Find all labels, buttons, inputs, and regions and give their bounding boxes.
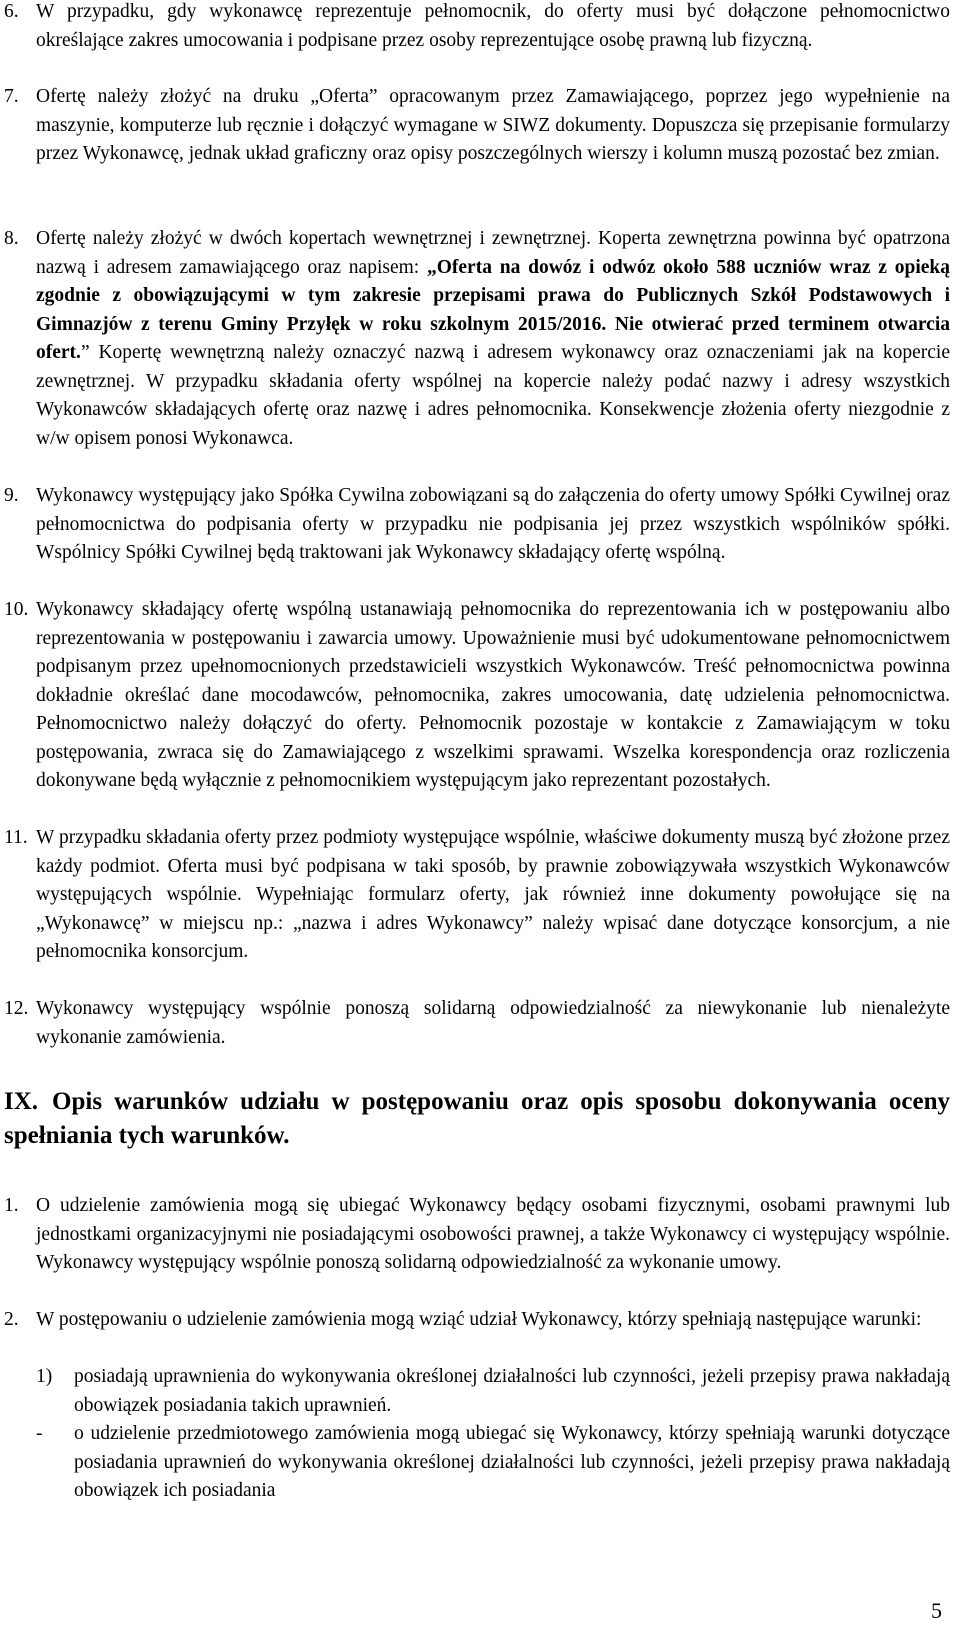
item-text: O udzielenie zamówienia mogą się ubiegać Wykonawcy będący osobami fizycznymi, osobami prawnymi lub jednostkami organizacyjnymi nie posiadającymi osobowości prawnej, a także Wykonawcy ci występujący wspólnie. Wykonawcy występujący wspólnie ponoszą solidarną odpowiedzialność za wykonanie umowy. [36,1195,950,1273]
item-number: 10. [4,599,29,620]
item-number: 1. [4,1195,19,1216]
section-title: Opis warunków udziału w postępowaniu oraz opis sposobu dokonywania oceny spełniania tych warunków. [4,1088,950,1149]
item-text: Ofertę należy złożyć na druku „Oferta” opracowanym przez Zamawiającego, poprzez jego wypełnienie na maszynie, komputerze lub ręcznie i dołączyć wymagane w SIWZ dokumenty. Dopuszcza się przepisanie formularzy przez Wykonawcę, jednak układ graficzny oraz opisy poszczególnych wierszy i kolumn muszą pozostać bez zmian. [36,86,950,164]
item-number: 1) [36,1366,53,1387]
item-text: Wykonawcy składający ofertę wspólną ustanawiają pełnomocnika do reprezentowania ich w postępowaniu albo reprezentowania w postępowaniu i zawarcia umowy. Upoważnienie musi być udokumentowane pełnomocnictwem podpisanym przez upełnomocnionych przedstawicieli wszystkich Wykonawców. Treść pełnomocnictwa powinna dokładnie określać dane mocodawców, pełnomocnika, zakres umocowania, datę udzielenia pełnomocnictwa. Pełnomocnictwo należy dołączyć do oferty. Pełnomocnik pozostaje w kontakcie z Zamawiającym w toku postępowania, zwraca się do Zamawiającego z wszelkimi sprawami. Wszelka korespondencja oraz rozliczenia dokonywane będą wyłącznie z pełnomocnikiem występującym jako reprezentant pozostałych. [36,599,950,791]
item-number: 7. [4,86,19,107]
item-dash: - [36,1423,43,1444]
page-number: 5 [931,1598,942,1623]
item-number: 6. [4,1,19,22]
item-text: W postępowaniu o udzielenie zamówienia mogą wziąć udział Wykonawcy, którzy spełniają następujące warunki: [36,1309,922,1330]
item-text: W przypadku składania oferty przez podmioty występujące wspólnie, właściwe dokumenty muszą być złożone przez każdy podmiot. Oferta musi być podpisana w taki sposób, by prawnie zobowiązywała wszystkich Wykonawców występujących wspólnie. Wypełniając formularz oferty, jak również inne dokumenty powołujące się na „Wykonawcę” w miejscu np.: „nazwa i adres Wykonawcy” należy wpisać dane dotyczące konsorcjum, a nie pełnomocnika konsorcjum. [36,827,950,962]
section-number: IX. [4,1088,39,1115]
item-text: posiadają uprawnienia do wykonywania określonej działalności lub czynności, jeżeli przepisy prawa nakładają obowiązek posiadania takich uprawnień. [74,1366,950,1416]
item-text: o udzielenie przedmiotowego zamówienia mogą ubiegać się Wykonawcy, którzy spełniają warunki dotyczące posiadania uprawnień do wykonywania określonej działalności lub czynności, jeżeli przepisy prawa nakładają obowiązek ich posiadania [74,1423,950,1501]
item-text: Wykonawcy występujący jako Spółka Cywilna zobowiązani są do załączenia do oferty umowy Spółki Cywilnej oraz pełnomocnictwa do podpisania oferty w przypadku nie podpisania jej przez wszystkich wspólników spółki. Wspólnicy Spółki Cywilnej będą traktowani jak Wykonawcy składający ofertę wspólną. [36,485,950,563]
item-text [36,225,950,453]
item-number: 11. [4,827,28,848]
item-text-rest: ” Kopertę wewnętrzną należy oznaczyć nazwą i adresem wykonawcy oraz oznaczeniami jak na kopercie zewnętrznej. W przypadku składania oferty wspólnej na kopercie należy podać nazwy i adresy wszystkich Wykonawców składających ofertę oraz nazwę i adres pełnomocnika. Konsekwencje złożenia oferty niezgodnie z w/w opisem ponosi Wykonawca. [36,342,950,449]
item-text: W przypadku, gdy wykonawcę reprezentuje pełnomocnik, do oferty musi być dołączone pełnomocnictwo określające zakres umocowania i podpisane przez osoby reprezentujące osobę prawną lub fizyczną. [36,1,950,51]
envelope-label-bold: „Oferta na dowóz i odwóz około 588 uczniów wraz z opieką zgodnie z obowiązującymi w tym zakresie przepisami prawa do Publicznych Szkół Podstawowych i Gimnazjów z terenu Gminy Przyłęk w roku szkolnym 2015/2016. Nie otwierać przed terminem otwarcia ofert. [36,256,950,363]
item-number: 9. [4,485,19,506]
section-heading [4,1085,950,1153]
item-text-intro: Ofertę należy złożyć w dwóch kopertach wewnętrznej i zewnętrznej. Koperta zewnętrzna powinna być opatrzona nazwą i adresem zamawiającego oraz napisem: [36,228,950,278]
item-number: 8. [4,228,19,249]
item-number: 2. [4,1309,19,1330]
item-number: 12. [4,998,29,1019]
item-text: Wykonawcy występujący wspólnie ponoszą solidarną odpowiedzialność za niewykonanie lub nienależyte wykonanie zamówienia. [36,998,950,1048]
